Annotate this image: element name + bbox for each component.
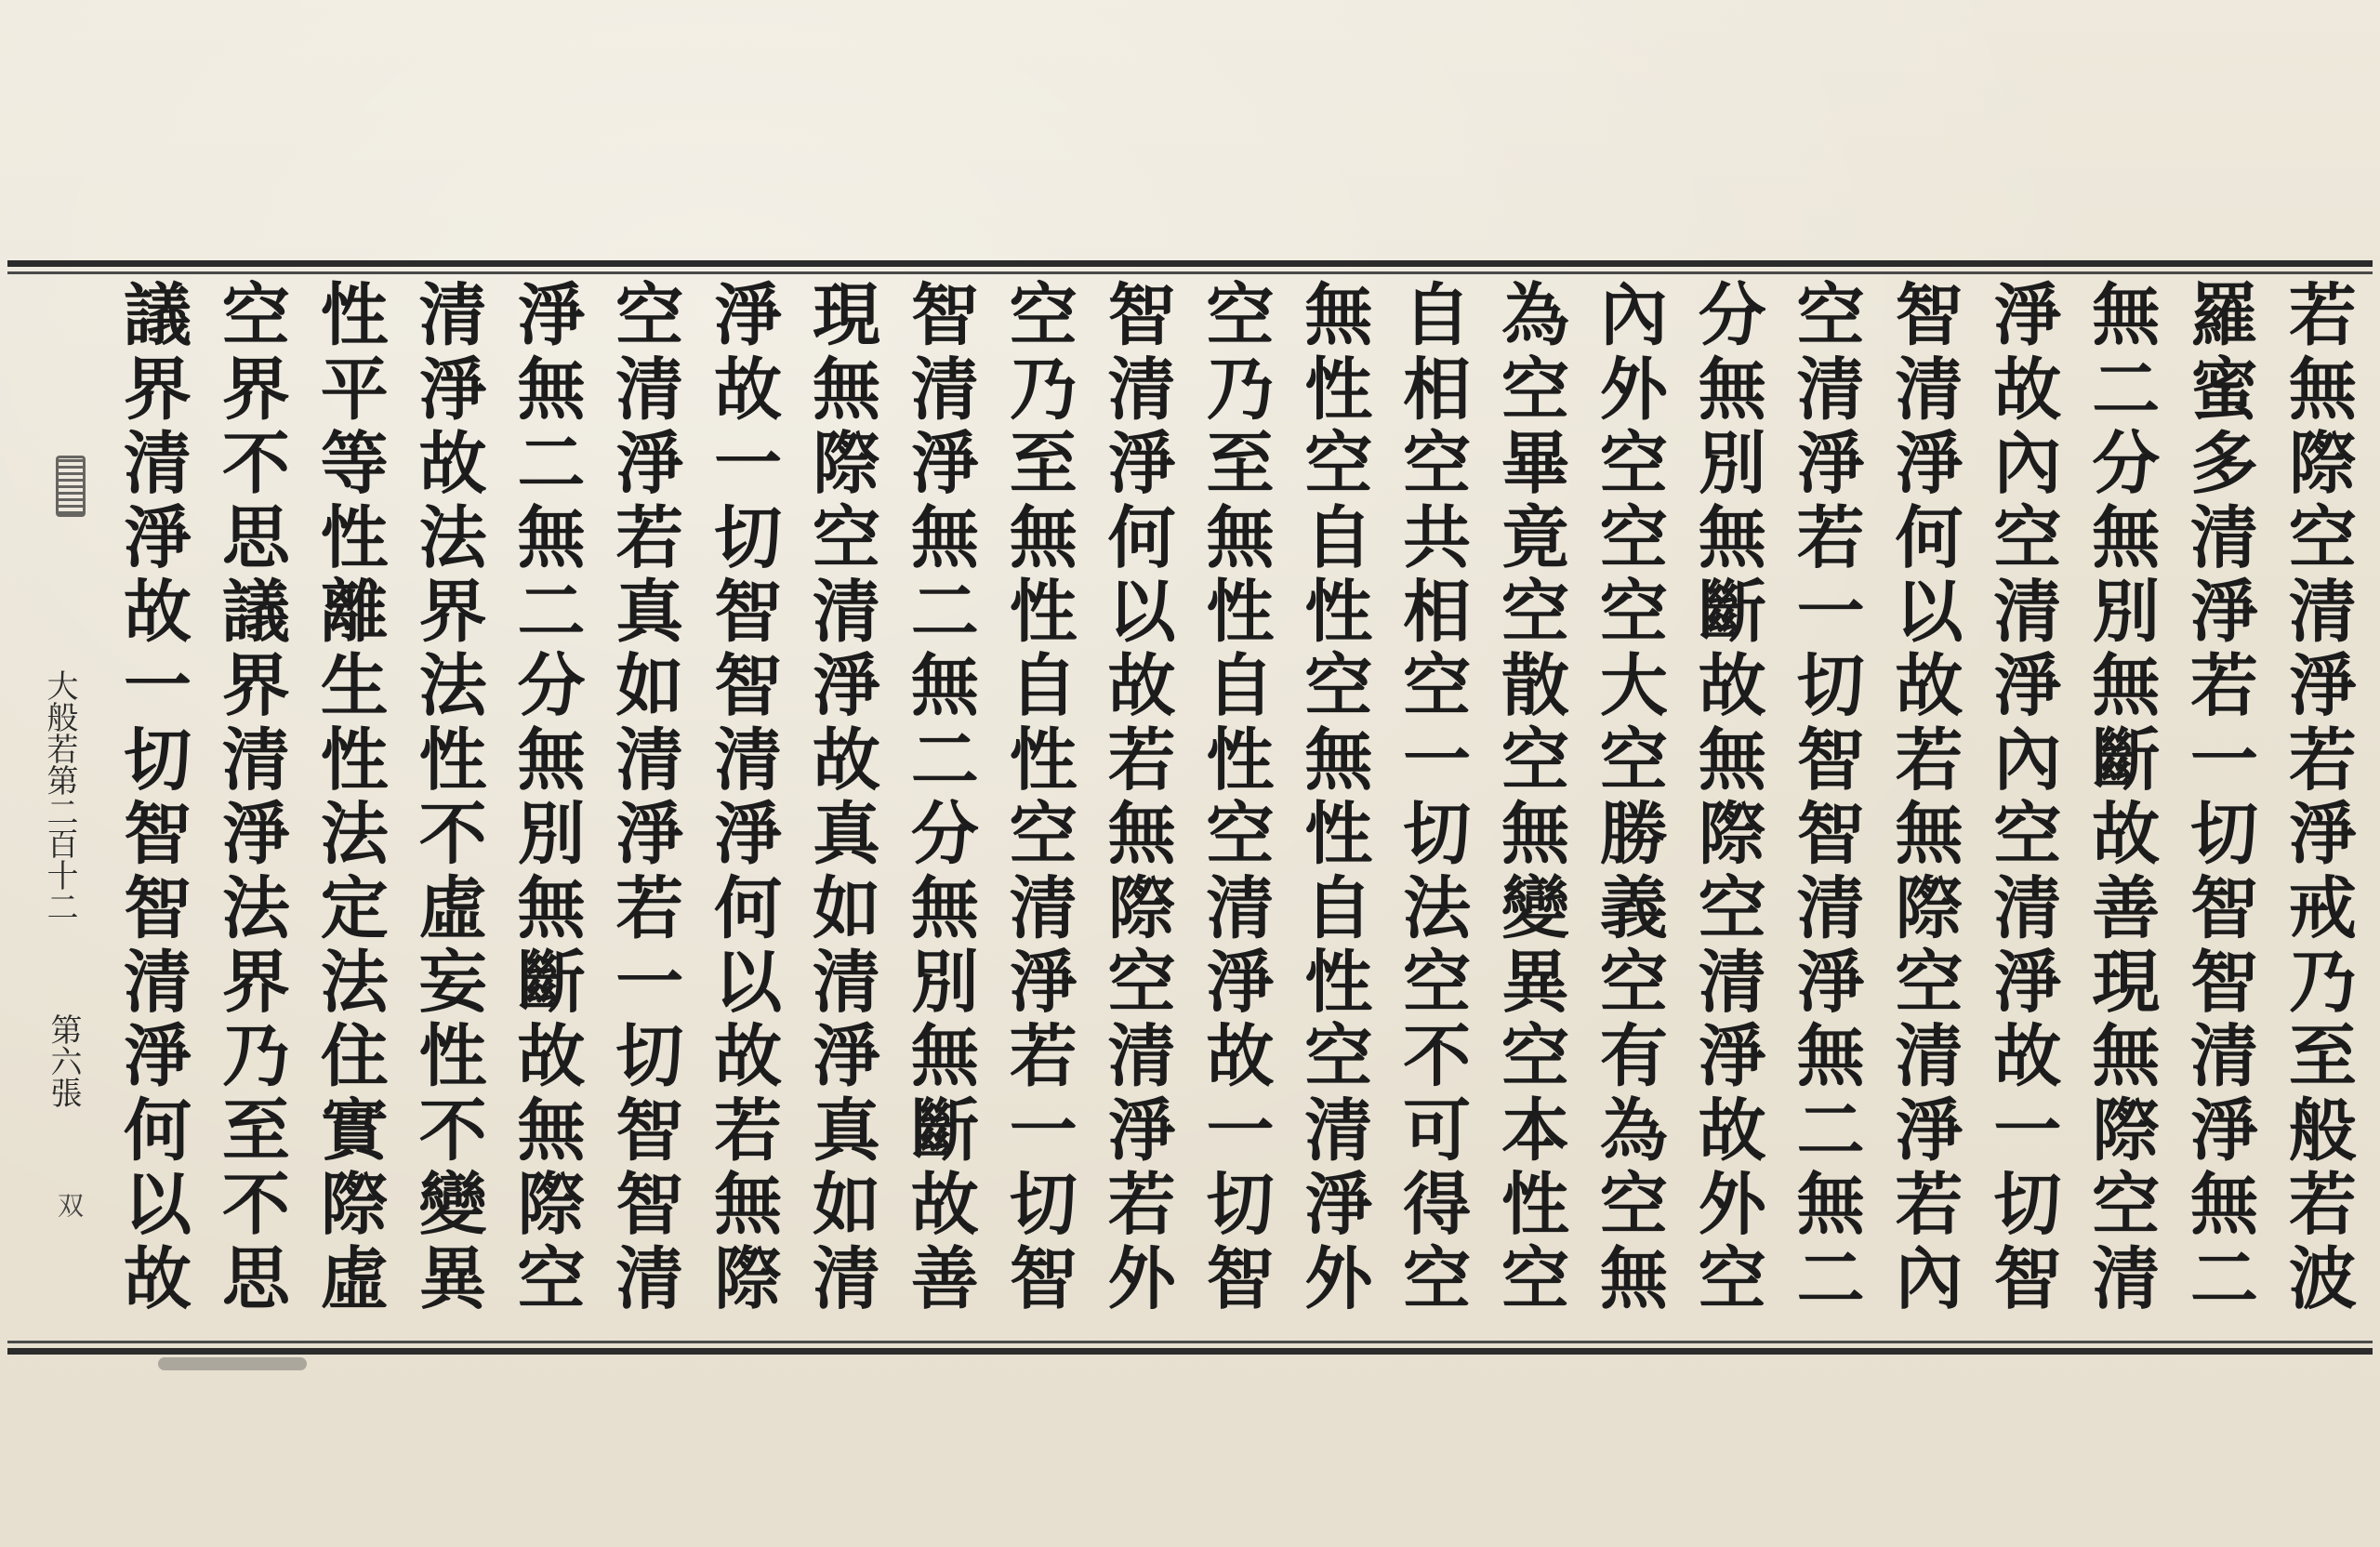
margin-volume-title: 大般若第二百十二: [41, 669, 78, 922]
text-column: 羅蜜多清淨若一切智智清淨無二: [2178, 279, 2259, 1316]
text-column: 性平等性離生性法定法住實際虛: [308, 279, 389, 1316]
margin-carver-mark: 双: [54, 1192, 85, 1218]
text-column: 議界清淨故一切智智清淨何以故: [112, 279, 192, 1316]
scripture-text-block: [112, 279, 2357, 1334]
text-column: 為空畢竟空散空無變異空本性空: [1489, 279, 1570, 1316]
seal-stamp: [56, 456, 86, 517]
text-column: 淨故內空清淨內空清淨故一切智: [1981, 279, 2062, 1316]
top-border-rule: [7, 260, 2373, 274]
text-column: 空乃至無性自性空清淨故一切智: [1194, 279, 1275, 1316]
text-column: 智清淨無二無二分無別無斷故善: [898, 279, 979, 1316]
text-column: 空界不思議界清淨法界乃至不思: [209, 279, 290, 1316]
text-column: 空乃至無性自性空清淨若一切智: [997, 279, 1078, 1316]
text-column: 無性空自性空無性自性空清淨外: [1292, 279, 1373, 1316]
text-column: 淨故一切智智清淨何以故若無際: [702, 279, 783, 1316]
text-column: 無二分無別無斷故善現無際空清: [2080, 279, 2161, 1316]
text-column: 淨無二無二分無別無斷故無際空: [505, 279, 586, 1316]
text-column: 分無別無斷故無際空清淨故外空: [1686, 279, 1766, 1316]
text-column: 內外空空空大空勝義空有為空無: [1587, 279, 1668, 1316]
bottom-border-rule: [7, 1341, 2373, 1355]
text-column: 智清淨何以故若無際空清淨若內: [1883, 279, 1964, 1316]
text-column: 現無際空清淨故真如清淨真如清: [800, 279, 881, 1316]
margin-page-number: 第六張: [45, 1013, 82, 1108]
text-column: 自相空共相空一切法空不可得空: [1391, 279, 1472, 1316]
text-column: 空清淨若真如清淨若一切智智清: [603, 279, 684, 1316]
ink-smudge: [158, 1357, 307, 1370]
text-column: 若無際空清淨若淨戒乃至般若波: [2276, 279, 2357, 1316]
text-column: 空清淨若一切智智清淨無二無二: [1784, 279, 1865, 1316]
text-column: 清淨故法界法性不虛妄性不變異: [406, 279, 487, 1316]
text-column: 智清淨何以故若無際空清淨若外: [1095, 279, 1176, 1316]
